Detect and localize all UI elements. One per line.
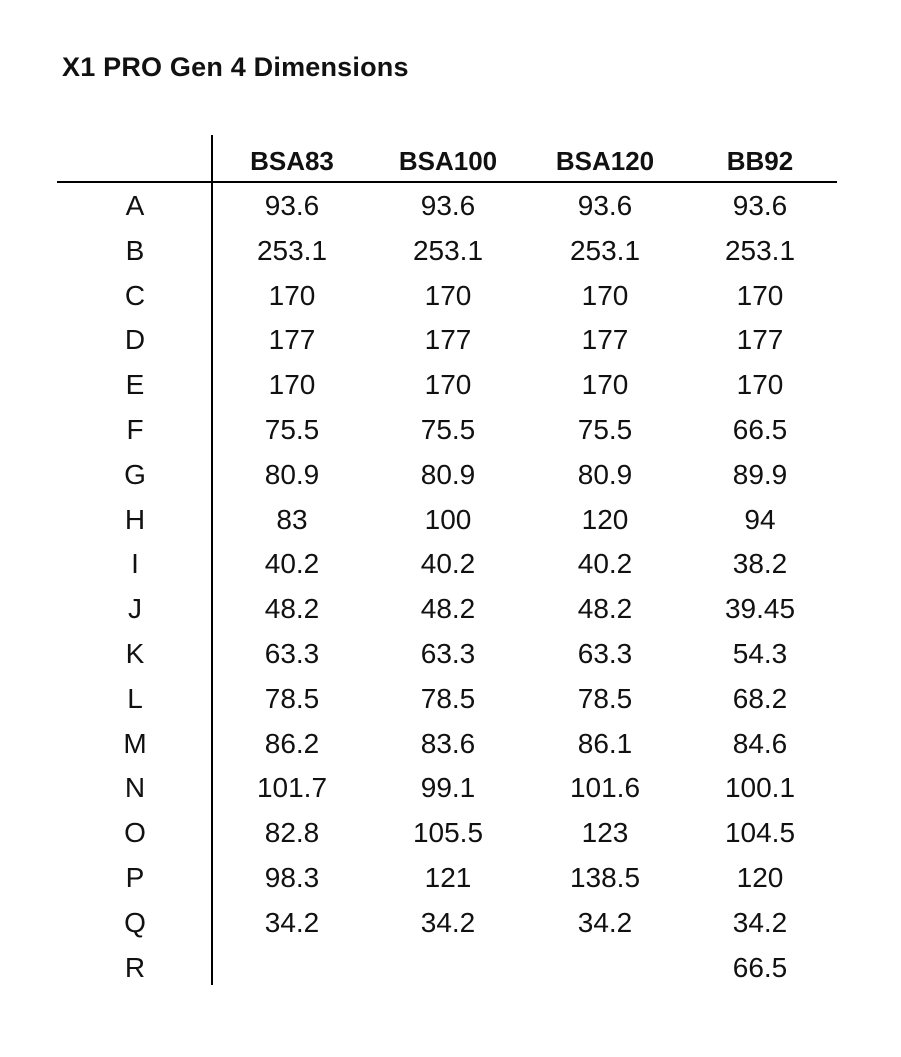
table-row xyxy=(57,903,837,948)
table-cell: 123 xyxy=(581,817,629,849)
row-label: I xyxy=(131,548,139,580)
table-cell: 68.2 xyxy=(732,682,788,714)
table-cell: 253.1 xyxy=(412,234,484,266)
table-cell: 34.2 xyxy=(420,906,476,938)
table-cell: 253.1 xyxy=(569,234,641,266)
table-cell: 34.2 xyxy=(577,906,633,938)
table-row xyxy=(57,813,837,858)
table-cell: 63.3 xyxy=(264,637,320,669)
table-cell: 98.3 xyxy=(264,861,320,893)
row-label: J xyxy=(128,593,142,625)
table-cell: 78.5 xyxy=(420,682,476,714)
table-cell: 93.6 xyxy=(732,190,788,221)
column-header-bsa100: BSA100 xyxy=(398,146,498,176)
table-cell: 78.5 xyxy=(577,682,633,714)
table-cell: 40.2 xyxy=(264,548,320,580)
column-header-bsa120: BSA120 xyxy=(555,146,655,176)
table-row xyxy=(57,768,837,813)
table-cell: 170 xyxy=(268,279,316,311)
table-cell: 177 xyxy=(424,324,472,356)
table-cell: 80.9 xyxy=(420,458,476,490)
table-cell: 100.1 xyxy=(724,772,796,804)
table-cell: 40.2 xyxy=(577,548,633,580)
table-cell: 48.2 xyxy=(577,593,633,625)
table-row xyxy=(57,320,837,365)
page-title: X1 PRO Gen 4 Dimensions xyxy=(62,52,409,82)
table-cell: 170 xyxy=(424,369,472,401)
table-cell: 34.2 xyxy=(264,906,320,938)
table-cell: 82.8 xyxy=(264,817,320,849)
row-label: N xyxy=(124,772,146,804)
table-cell: 177 xyxy=(268,324,316,356)
table-cell: 78.5 xyxy=(264,682,320,714)
table-cell: 48.2 xyxy=(264,593,320,625)
table-cell: 84.6 xyxy=(732,727,788,759)
table-row xyxy=(57,410,837,455)
table-row xyxy=(57,634,837,679)
table-cell: 170 xyxy=(736,279,784,311)
table-row xyxy=(57,544,837,589)
table-cell: 170 xyxy=(424,279,472,311)
table-cell: 253.1 xyxy=(724,234,796,266)
header-divider xyxy=(57,181,837,183)
row-label: R xyxy=(124,951,146,983)
table-cell: 38.2 xyxy=(732,548,788,580)
table-cell: 101.7 xyxy=(256,772,328,804)
table-cell: 39.45 xyxy=(724,593,796,625)
row-label: K xyxy=(125,637,145,669)
table-cell: 86.2 xyxy=(264,727,320,759)
table-row xyxy=(57,724,837,769)
table-cell: 94 xyxy=(744,503,776,535)
table-cell: 75.5 xyxy=(577,413,633,445)
row-label: Q xyxy=(124,906,146,938)
table-cell: 170 xyxy=(581,369,629,401)
table-cell: 121 xyxy=(424,861,472,893)
table-cell: 138.5 xyxy=(569,861,641,893)
column-header-bsa83: BSA83 xyxy=(250,146,334,176)
row-label: A xyxy=(125,190,145,221)
row-label: E xyxy=(125,369,145,401)
table-cell: 40.2 xyxy=(420,548,476,580)
table-row xyxy=(57,948,837,993)
table-row xyxy=(57,186,837,231)
dimensions-table xyxy=(57,135,837,985)
column-header-label xyxy=(85,143,185,179)
table-cell: 100 xyxy=(424,503,472,535)
table-cell: 101.6 xyxy=(569,772,641,804)
table-cell: 120 xyxy=(736,861,784,893)
table-cell: 75.5 xyxy=(264,413,320,445)
table-cell: 99.1 xyxy=(420,772,476,804)
table-cell: 63.3 xyxy=(577,637,633,669)
row-label: H xyxy=(124,503,146,535)
row-label: P xyxy=(125,861,145,893)
table-cell: 80.9 xyxy=(577,458,633,490)
table-cell: 75.5 xyxy=(420,413,476,445)
row-label: F xyxy=(126,413,144,445)
table-header-row xyxy=(57,143,837,179)
table-cell: 104.5 xyxy=(724,817,796,849)
row-label: G xyxy=(124,458,146,490)
table-cell: 253.1 xyxy=(256,234,328,266)
table-cell: 89.9 xyxy=(732,458,788,490)
table-cell xyxy=(383,948,513,993)
table-cell: 170 xyxy=(268,369,316,401)
table-cell: 177 xyxy=(581,324,629,356)
table-cell: 86.1 xyxy=(577,727,633,759)
table-cell: 93.6 xyxy=(264,190,320,221)
table-row xyxy=(57,231,837,276)
table-cell xyxy=(227,948,357,993)
table-row xyxy=(57,679,837,724)
table-body xyxy=(57,186,837,992)
table-row xyxy=(57,500,837,545)
row-label: B xyxy=(125,234,145,266)
table-cell: 170 xyxy=(736,369,784,401)
table-row xyxy=(57,455,837,500)
row-label: L xyxy=(127,682,143,714)
row-label: O xyxy=(124,817,146,849)
table-cell: 63.3 xyxy=(420,637,476,669)
table-cell: 93.6 xyxy=(577,190,633,221)
table-cell: 80.9 xyxy=(264,458,320,490)
table-cell: 66.5 xyxy=(732,951,788,983)
table-cell: 120 xyxy=(581,503,629,535)
table-cell xyxy=(540,948,670,993)
table-cell: 93.6 xyxy=(420,190,476,221)
table-cell: 54.3 xyxy=(732,637,788,669)
table-cell: 83 xyxy=(276,503,308,535)
table-cell: 34.2 xyxy=(732,906,788,938)
table-cell: 105.5 xyxy=(412,817,484,849)
table-row xyxy=(57,589,837,634)
table-row xyxy=(57,858,837,903)
row-label: M xyxy=(123,727,147,759)
row-label: D xyxy=(124,324,146,356)
row-label: C xyxy=(124,279,146,311)
table-cell: 66.5 xyxy=(732,413,788,445)
table-cell: 170 xyxy=(581,279,629,311)
table-cell: 48.2 xyxy=(420,593,476,625)
table-cell: 177 xyxy=(736,324,784,356)
table-cell: 83.6 xyxy=(420,727,476,759)
column-header-bb92: BB92 xyxy=(726,146,794,176)
table-row xyxy=(57,365,837,410)
table-row xyxy=(57,276,837,321)
